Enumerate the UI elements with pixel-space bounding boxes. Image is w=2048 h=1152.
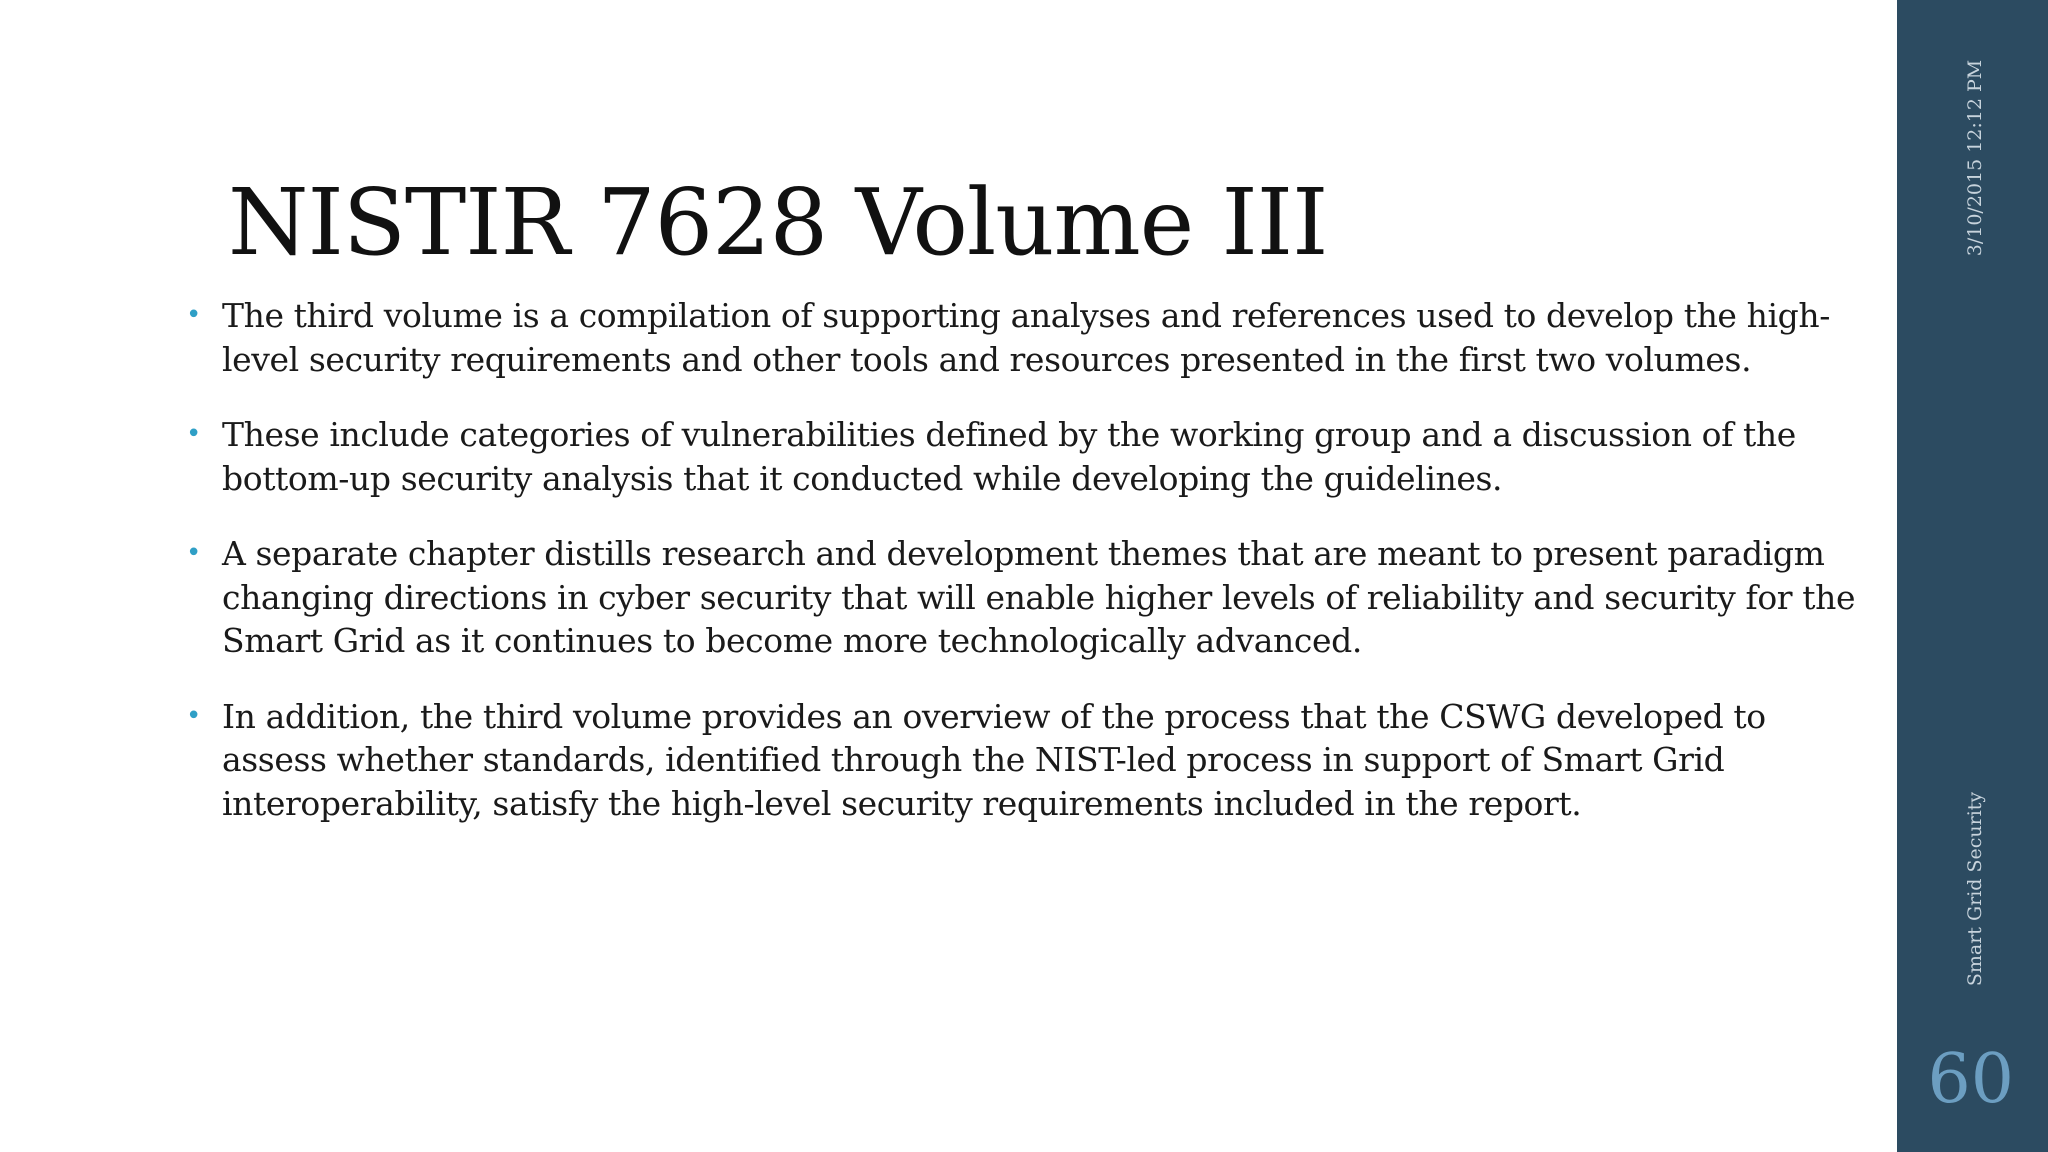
bullet-item — [186, 413, 1866, 500]
slide-footer: Smart Grid Security — [1964, 791, 1986, 987]
bullet-dot-icon: • — [186, 300, 201, 330]
slide-number: 60 — [1927, 1040, 2014, 1119]
bullet-item — [186, 532, 1866, 663]
bullet-list — [186, 294, 1866, 857]
bullet-dot-icon: • — [186, 538, 201, 568]
bullet-item — [186, 294, 1866, 381]
bullet-item — [186, 695, 1866, 826]
slide-date: 3/10/2015 12:12 PM — [1964, 59, 1986, 257]
bullet-text: The third volume is a compilation of supporting analyses and references used to develop the high-level security requirements and other tools and resources presented in the first two volumes. — [222, 296, 1830, 379]
bullet-dot-icon: • — [186, 419, 201, 449]
slide-title: NISTIR 7628 Volume III — [228, 169, 1328, 276]
bullet-dot-icon: • — [186, 700, 201, 731]
bullet-text: In addition, the third volume provides an overview of the process that the CSWG developed to assess whether standards, identified through the NIST-led process in support of Smart Grid interoperability, satisfy the high-level security requirements included in the report. — [222, 696, 1766, 823]
bullet-text: A separate chapter distills research and development themes that are meant to present paradigm changing directions in cyber security that will enable higher levels of reliability and security for the Smart Grid as it continues to become more technologically advanced. — [222, 534, 1856, 660]
bullet-text: These include categories of vulnerabilities defined by the working group and a discussion of the bottom-up security analysis that it conducted while developing the guidelines. — [222, 415, 1796, 498]
